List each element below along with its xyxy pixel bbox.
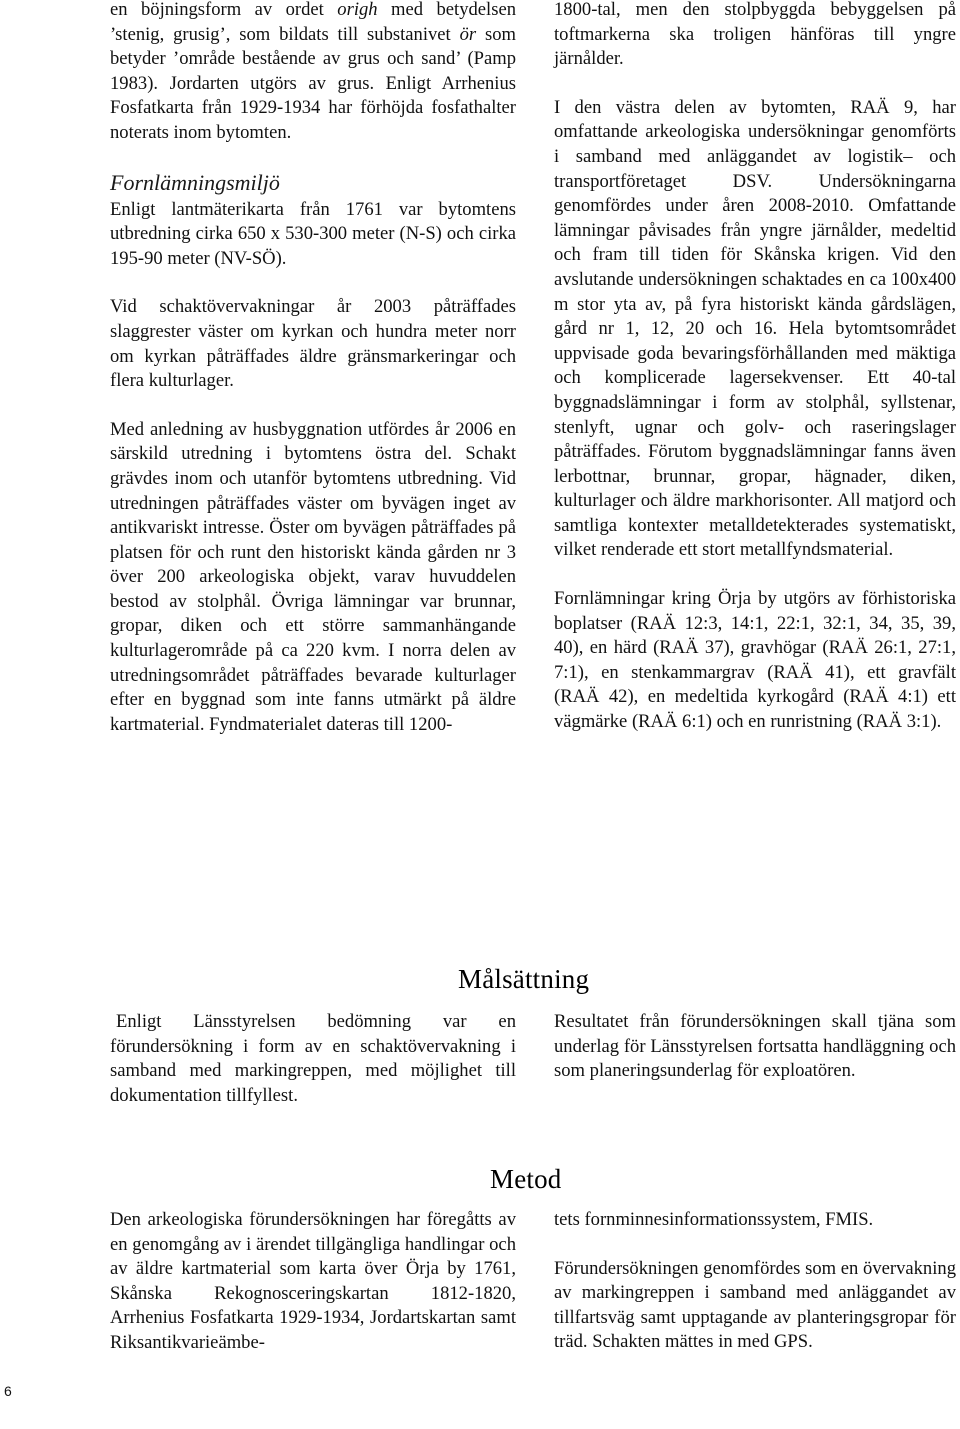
paragraph-malsattning-right: Resultatet från förundersökningen skall tjäna som underlag för Länsstyrelsen fortsatta handläggning och som planeringsunderlag för exploatören. <box>554 1011 956 1082</box>
upper-left-column <box>110 0 516 737</box>
paragraph-continuation: 1800-tal, men den stolpbyggda bebyggelsen på toftmarkerna ska troligen hänföras till yngre järnålder. <box>554 0 956 70</box>
paragraph-metod-fmis: tets fornminnesinformationssystem, FMIS. <box>554 1209 874 1230</box>
paragraph-intro: en böjningsform av ordet origh med betydelsen ’stenig, grusig’, som bildats till substanivet ör som betyder ’område bestående av grus och sand’ (Pamp 1983). Jordarten utgörs av grus. Enligt Arrhenius Fosfatkarta från 1929-1934 har förhöjda fosfathalter noterats inom bytomten. <box>110 0 516 143</box>
paragraph-2003: Vid schaktövervakningar år 2003 påträffades slaggrester väster om kyrkan och hundra meter norr om kyrkan påträffades äldre gränsmarkeringar och flera kulturlager. <box>110 296 516 392</box>
metod-left-column <box>110 1208 516 1356</box>
paragraph-malsattning-left: Enligt Länsstyrelsen bedömning var en förundersökning i form av en schaktövervakning i samband med markingreppen, med möjlighet till dokumentation tillfyllest. <box>110 1011 516 1106</box>
heading-malsattning: Målsättning <box>458 964 590 994</box>
malsattning-left-column <box>110 1010 516 1108</box>
section-subheading: Fornlämningsmiljö <box>110 169 280 195</box>
paragraph-map-1761: Enligt lantmäterikarta från 1761 var bytomtens utbredning cirka 650 x 530-300 meter (N-S) och cirka 195-90 meter (NV-SÖ). <box>110 198 516 269</box>
paragraph-2006: Med anledning av husbyggnation utfördes år 2006 en särskild utredning i bytomtens östra del. Schakt grävdes inom och utanför bytomtens utbredning. Vid utredningen påträffades väster om byvägen inget av antikvariskt intresse. Öster om byvägen påträffades på platsen för och runt den historiskt kända gården nr 3 över 200 arkeologiska objekt, varav huvuddelen bestod av stolphål. Övriga lämningar var brunnar, gropar, diken och ett större sammanhängande kulturlagerområde på ca 220 kvm. I norra delen av utredningsområdet påträffades bevarade kulturlager efter en byggnad som inte fanns utmärkt på äldre kartmaterial. Fyndmaterialet dateras till 1200- <box>110 418 516 735</box>
paragraph-raa9: I den västra delen av bytomten, RAÄ 9, har omfattande arkeologiska undersökningar genomförts i samband med anläggandet av logistik– och transportföretaget DSV. Undersökningarna genomfördes under åren 2008-2010. Omfattande lämningar påvisades från yngre järnålder, medeltid och fram till tiden för Skånska krigen. Vid den avslutande undersökningen schaktades en ca 100x400 m stor yta av, på fyra historiskt kända gårdslägen, gård nr 1, 12, 20 och 16. Hela bytomtsområdet uppvisade goda bevaringsförhållanden med mäktiga och komplicerade lagersekvenser. Ett 40-tal byggnadslämningar i form av stolphål, syllstenar, stenlyft, ugnar och golv- och raseringslager påträffades. Förutom byggnadslämningar fanns även lerbottnar, brunnar, gropar, hägnader, diken, kulturlager och äldre markhorisonter. All matjord och samtliga kontexter metalldetekterades systematiskt, vilket renderade ett stort metallfyndsmaterial. <box>554 96 956 561</box>
paragraph-fornlamningar: Fornlämningar kring Örja by utgörs av förhistoriska boplatser (RAÄ 12:3, 14:1, 22:1, 32:1, 34, 35, 39, 40), en härd (RAÄ 37), gravhögar (RAÄ 26:1, 27:1, 7:1), en stenkammargrav (RAÄ 41), ett gravfält (RAÄ 42), en medeltida kyrkogård (RAÄ 4:1) ett vägmärke (RAÄ 6:1) och en runristning (RAÄ 3:1). <box>554 588 956 733</box>
paragraph-metod-right: Förundersökningen genomfördes som en övervakning av markingreppen i samband med anläggandet av tillfartsväg samt upptagande av planteringsgropar för träd. Schakten mättes in med GPS. <box>554 1257 956 1353</box>
malsattning-right-column <box>554 1010 956 1084</box>
paragraph-metod-left: Den arkeologiska förundersökningen har föregåtts av en genomgång av i ärendet tillgängliga handlingar och av äldre kartmaterial som karta över Örja by 1761, Skånska Rekognosceringskartan 1812-1820, Arrhenius Fosfatkarta 1929-1934, Jordartskartan samt Riksantikvarieämbe- <box>110 1209 516 1353</box>
page-number: 6 <box>4 1383 12 1399</box>
heading-metod: Metod <box>490 1164 562 1194</box>
metod-right-column <box>554 1208 956 1355</box>
upper-right-column <box>554 0 956 735</box>
